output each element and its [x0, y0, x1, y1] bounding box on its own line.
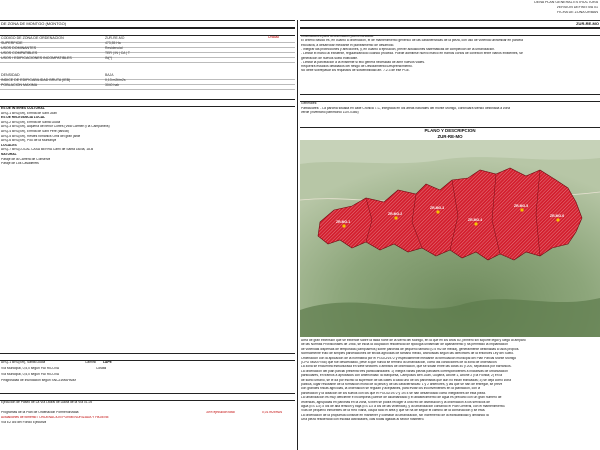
spec-value: 0,13 m2t/m2s [105, 78, 126, 82]
description-line: agua (ES 1/2) o los de alta tensión y baja (ES 1/2 a los de las viviendas), y la urbanización contando el Plan General, con el mantenimiento. [301, 405, 506, 408]
description-line: Normalmente fruto de simples parcelaciones de fincas agrícolas de tamaño medio, archivadas según las directrices de la entonces Ley del Suelo. [301, 352, 514, 356]
spec-label: POBLACION MAXIMA [1, 83, 38, 87]
protection-item: Paraje de Los Cavallerets [1, 162, 39, 166]
description-line: La zona se encuentra estructurada en siete sectores o ámbitos de ordenación, que se sitúan entre las cotas 40 y 200, separados por barrancos. [301, 365, 512, 369]
map-marker [474, 222, 477, 225]
protection-item: ARQ-7 BRL(LOCAL CASA BERRA Camí de Santa Llúcia, 18-B [1, 148, 94, 152]
description-line: La ordenación de la propuesta consiste en mantener y colmatar la urbanización, sin incremento de la edificabilidad y limitando la [301, 413, 489, 417]
spec-row-population [0, 82, 295, 90]
map-marker [436, 210, 439, 213]
protection-item: ARQ-6 BRL(BR), Pou de la Muntanya [1, 139, 57, 143]
spec-value: TER | IN | CA | T [105, 51, 130, 55]
description-line: de viviendas dispersas de temporada (campuseros) sobre parcelas de pequeño tamaño (0.5 m2 de media), generalmente destinadas a usos propios. [301, 347, 520, 351]
condition-line: Requerirá estudios detallados del riesgo de Deslizamiento/Desprendimiento. [301, 65, 413, 69]
intervention-label: Ejecución de Paseo de La Vía Litoral de Llavia de la Vía 01-05 [1, 401, 93, 404]
description-line: Una pieza residencial con escasa actividades, casi todas ligadas al sector hostelero. [301, 418, 425, 422]
zone-map-svg [300, 140, 600, 337]
spec-value: BAJA [105, 73, 114, 77]
spec-label: INDICE DE EDIFICABILIDAD BRUTA (IEB) [1, 78, 71, 82]
description-line: La urbanización es muy deficiente e incompleta (carece de alcantarillado y el abastecimiento de agua es precario con un gran número de [301, 396, 502, 400]
left-title: DE ZONA DE MONTGO (MONTGO) [1, 22, 67, 26]
affection-label: Vía Municipal, 0,5,0 según PATRICOVA [1, 367, 60, 370]
header-line-3: FICHA DE ZONA URBAN [557, 11, 598, 14]
ordinance-line: verde (inventario patrimonio LDV-0386) [301, 111, 359, 115]
spec-label: USOS COMPATIBLES [1, 51, 38, 55]
spec-label: SUPERFICIE [1, 41, 23, 45]
condition-line: Ordenaciones para la ordenación pormenorizada: [301, 35, 374, 38]
zone-map [300, 140, 600, 337]
map-label: ZR-MO-3 [430, 206, 445, 210]
map-marker [556, 218, 559, 221]
protection-item: Paraje de la Carrera de Conserva [1, 157, 51, 161]
spec-label: USOS DOMINANTES [1, 46, 37, 50]
plan-title-bar [300, 127, 600, 141]
description-line: de suelo urbano, se le da por escrito la superficie de las calles a cada uno de los parcelistas que aun no están edificadas; 3) se deja como zona [301, 378, 512, 382]
protection-category: ES DE INTERES CULTURAL [1, 107, 45, 110]
affection-label: Peligrosidad de Inundación según SNCZI/MAPAMA [1, 379, 77, 382]
map-marker [520, 208, 523, 211]
map-marker [342, 224, 345, 227]
spec-value: 3040 hab [105, 83, 120, 87]
affection-col3: LAPE [103, 361, 112, 364]
plan-title: PLANO Y DESCRIPCION [424, 128, 476, 133]
description-line: (CPU 5MAXY/68) que fue desarrollado, pese a que nunca se terminó la urbanización, como las condiciones de la zona de ordenación. [301, 361, 498, 364]
intervention-right: 0,01 m2t/m2s [262, 411, 282, 414]
intervention-label: Programas de la Plan de Ordenación Pormenorizada [1, 411, 79, 414]
condition-line: generación de nuevos suelo edificable. [301, 56, 359, 60]
spec-label: CODIGO DE ZONA DE ORDENACION [1, 36, 64, 40]
intervention-title-bar [0, 393, 295, 401]
description-line: pública, lugar resultante de la formación moral de la pieza y de las características: 1 y 2 anteriores, y las que se han de entregar, se prevé [301, 383, 503, 386]
spec-value: 473,55 Ha [105, 41, 121, 45]
header-line-1: DENA PLAN GENERAL ESTRUCTURA [534, 1, 598, 4]
protection-category: ES DE RELEVANCIA LOCAL [1, 116, 46, 120]
description-line: viviendas, agrupadas en parcelas en la zona, si bien se podrá recoger a una red de distribución y la ordenación a los servicios de [301, 400, 490, 404]
condition-line: - Limitar la parcelación a la existente si ello genera necesidad de abrir nuevos viales. [301, 60, 425, 64]
right-title: ZUR-RE-MO [576, 22, 599, 26]
protection-item: ARQ-5 BRL(BR), Restes romànics Omil del gran jardé [1, 134, 81, 138]
intervention-label: Vía EZ a/c del Fondo Ejecutiva [1, 421, 47, 424]
ordinances-title-bar [300, 94, 600, 102]
ordinance-line: Generales: [301, 102, 318, 105]
description-line: La ordenación del plan parcial presenta tres particularidades: 1) Integra varias piezas parciales correspondientes a iniciativas de urbanización [301, 369, 508, 373]
map-label: ZR-MO-1 [336, 220, 351, 224]
intervention-mid: 30% ejecución total [206, 411, 235, 414]
description-line: Ordenación con la aplicación de la normativa por el PGOU/1972 y especialmente mediante la formulación municipal del Plan Parcial Monte Montgó [301, 356, 517, 360]
affection-label: Vía Municipal, 0,5,0 según PATRICOVA [1, 373, 60, 376]
description-line: Área de gran extensión que se extiende sobre la falda norte de la sierra del Montgó, en la que en los años 60, primero sin soporte legal y luego al amparo [301, 339, 526, 342]
right-column [300, 27, 600, 450]
condition-line: exclusiva, a desarrollar mediante el planeamiento de desarrollo. [301, 43, 395, 47]
protections-title-bar [0, 99, 295, 107]
spec-value: IN(*) [105, 56, 112, 60]
protection-category: NATURAL [1, 153, 17, 156]
protection-category: LOCALES [1, 143, 17, 147]
condition-line: - Integrar las protecciones y afecciones, y, en cuanto a ejecución, prever actuaciones sistemáticas de compleción de la urbanización. [301, 47, 496, 51]
map-marker [394, 216, 397, 219]
specs-unit-header: Unidad [268, 36, 280, 39]
affections-title-bar [0, 353, 295, 361]
affection-col3: Costas [96, 367, 107, 370]
spec-row-incompatible [0, 55, 295, 63]
protection-item: ARQ-4 BRL(BR), Ermita de Sant Pere (tancat) [1, 130, 69, 133]
condition-line: No debe sobrepasar los requisitos de sostenibilidad art. 7.2.3 de ese PGE. [301, 69, 411, 73]
description-line: parcelación y la dotación de los suelos con los que el PGOU/1972 y 1974 se han desarrollado como integrantes de esta pieza. [301, 391, 486, 395]
protection-item: ARQ-1 BRL(BR), Ermita de Sant Joan [1, 111, 57, 115]
column-divider [297, 20, 298, 450]
map-label: ZR-MO-5 [514, 204, 529, 208]
description-line: de las Normas Provisionales de 1966, se inicia la ocupación residencial de tipología unifamiliar de apartamento y ha permitido la implantación [301, 343, 508, 347]
map-label: ZR-MO-6 [550, 214, 565, 218]
protection-item: ARQ-2 BRL(BR), Ermita de Santa Llúcia [1, 120, 61, 124]
plan-code: ZUR-RE-MO [437, 134, 463, 139]
spec-label: DENSIDAD [1, 73, 20, 77]
affection-label: ARQ-1 BRL(BR), Santa Llúcia [1, 361, 46, 364]
ordinance-line: Particulares: - La parcela situada en calle Crónica 7-C, integrada en los áreas naturales del monte Montgó, continuará siendo destinada a zona [301, 106, 511, 110]
map-label: ZR-MO-4 [468, 218, 483, 222]
description-line: particulares, en tramos a aprobados con anterioridad: la Marquesa, Campusos Ben Juan, Guijarra, Abone 1, Abone 2 y la Florida; 2) en la [301, 374, 503, 378]
affection-col2: Camino [85, 361, 97, 364]
header-line-2: VERSION DEFINITIVA 01 [556, 6, 598, 9]
intervention-label: Actuaciones de fomento / ORDENACION PORMENORIZADA Y HIGIENE [1, 416, 109, 419]
left-column [0, 27, 295, 450]
spec-value: Residencial [105, 46, 123, 50]
spec-value: ZUR-RE-MO [105, 36, 125, 40]
protection-item: ARQ-3 BRL(BR), Alquería del tenor Cortés (Villa Carmen y la Campanera) [1, 125, 110, 129]
spec-label: USOS / EDIFICACIONES INCOMPATIBLES [1, 56, 72, 60]
condition-line: El criterio básico es, en cuanto a ordenación, el de mantenimiento genérico de las características de la pieza, con uso de vivienda unifamiliar en parcela [301, 39, 523, 43]
description-line: con grandes fincas agrícolas, la ordenación se regulan y aceptables, para evitar los inconvenientes en la plantación, con la [301, 387, 481, 391]
map-label: ZR-MO-2 [388, 212, 403, 216]
description-line: Vías de pequeño inmuebles de la Red Viaria, ocupa todo el área y que se ha de seguir el camino de la construcción y se está. [301, 409, 486, 413]
condition-line: - Limitar el marco al existente, regularizándolo cuando proceda. Puede admitirse nuevo marco en tramos cortos de conexión entre viarios existentes, sin [301, 52, 524, 56]
